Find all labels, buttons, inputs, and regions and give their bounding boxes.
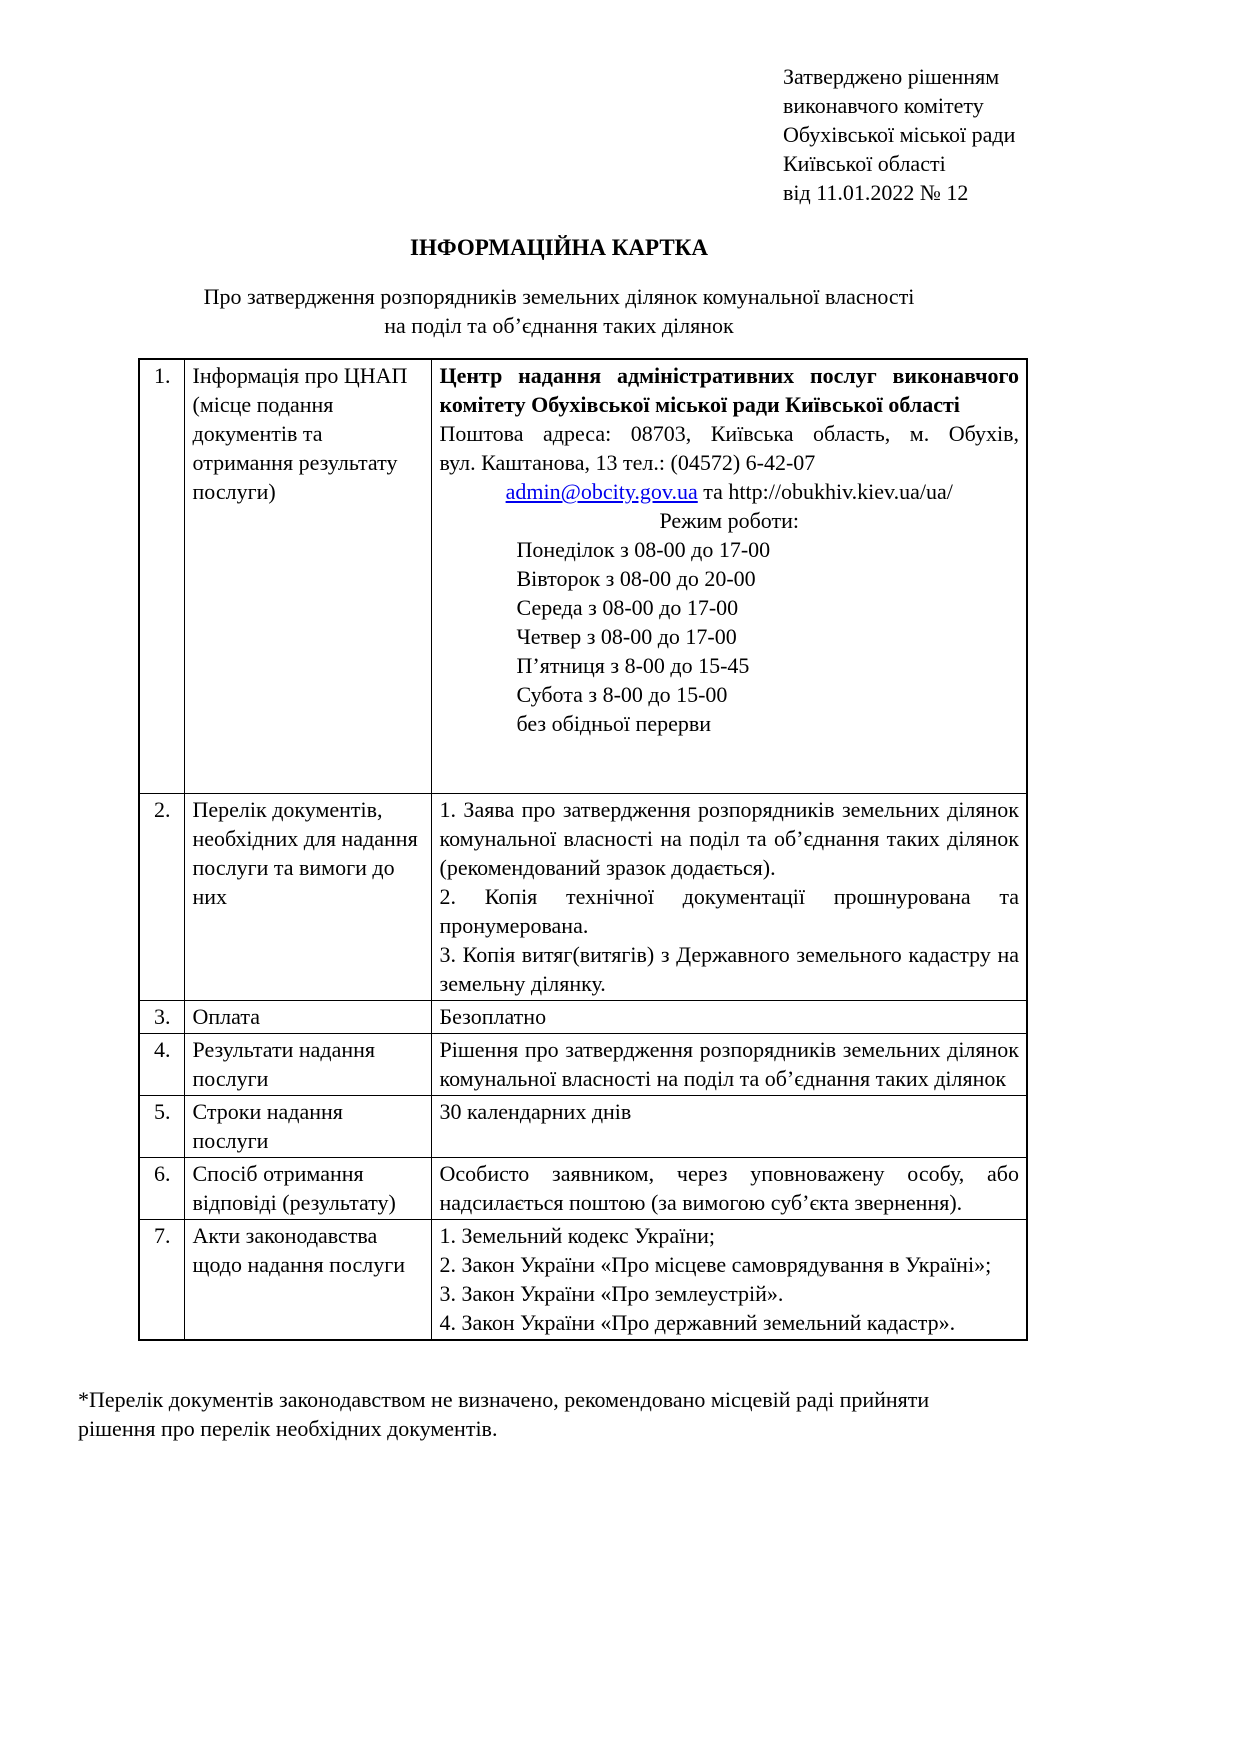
contact-links [440,477,1020,506]
subtitle-line: на поділ та об’єднання таких ділянок [384,313,734,338]
legislation-act: 4. Закон України «Про державний земельний кадастр». [439,1309,956,1335]
row-label: Акти законодавства щодо надання послуги [184,1219,431,1340]
row-number: 5. [139,1095,184,1157]
row-label: Оплата [184,1000,431,1033]
approval-block [783,62,1160,207]
table-row-legislation [139,1219,1027,1340]
approval-line: Затверджено рішенням [783,64,1000,89]
document-item: 1. Заява про затвердження розпорядників земельних ділянок комунальної власності на поділ та об’єднання таких ділянок (рекомендований зразок додається). [439,796,1019,880]
row-number: 1. [139,359,184,793]
document-item: 3. Копія витяг(витягів) з Державного земельного кадастру на земельну ділянку. [439,941,1019,996]
work-mode-title: Режим роботи: [659,508,799,533]
approval-line: Київської області [783,151,946,176]
table-row-response-method [139,1157,1027,1219]
table-row-payment [139,1000,1027,1033]
table-row-documents [139,793,1027,1000]
info-table [138,358,1028,1341]
row-number: 2. [139,793,184,1000]
postal-address: Поштова адреса: 08703, Київська область, м. Обухів, [439,421,1019,446]
approval-line: Обухівської міської ради [783,122,1016,147]
table-row-results [139,1033,1027,1095]
table-row-terms [139,1095,1027,1157]
schedule-line: Субота з 8-00 до 15-00 [516,682,728,707]
row-value: Рішення про затвердження розпорядників земельних ділянок комунальної власності на поділ та об’єднання таких ділянок [431,1033,1027,1095]
row-value: Особисто заявником, через уповноважену особу, або надсилається поштою (за вимогою суб’єкта звернення). [431,1157,1027,1219]
row-value: 30 календарних днів [431,1095,1027,1157]
approval-line: від 11.01.2022 № 12 [783,180,969,205]
approval-line: виконавчого комітету [783,93,984,118]
row-number: 3. [139,1000,184,1033]
schedule-line: без обідньої перерви [516,711,712,736]
row-value [431,359,1027,793]
row-value [431,1219,1027,1340]
row-label: Перелік документів, необхідних для надання послуги та вимоги до них [184,793,431,1000]
document-item: 2. Копія технічної документації прошнурована та пронумерована. [439,883,1019,938]
page-subtitle [78,282,1040,340]
row-label: Строки надання послуги [184,1095,431,1157]
row-value: Безоплатно [431,1000,1027,1033]
legislation-act: 3. Закон України «Про землеустрій». [439,1280,784,1306]
email-link[interactable]: admin@obcity.gov.ua [505,479,698,504]
row-value [431,793,1027,1000]
schedule-line: Середа з 08-00 до 17-00 [516,595,739,620]
row-number: 7. [139,1219,184,1340]
page-title: ІНФОРМАЦІЙНА КАРТКА [410,235,708,260]
footnote: *Перелік документів законодавством не визначено, рекомендовано місцевій раді прийняти рішення про перелік необхідних документів. [78,1386,930,1441]
schedule-line: П’ятниця з 8-00 до 15-45 [516,653,750,678]
row-label: Інформація про ЦНАП (місце подання документів та отримання результату послуги) [184,359,431,793]
row-number: 6. [139,1157,184,1219]
website-text: та http://obukhiv.kiev.ua/ua/ [697,479,953,504]
subtitle-line: Про затвердження розпорядників земельних ділянок комунальної власності [203,284,915,309]
table-row-cnap-info [139,359,1027,793]
schedule-line: Четвер з 08-00 до 17-00 [516,624,737,649]
street-address: вул. Каштанова, 13 тел.: (04572) 6-42-07 [439,450,816,475]
row-label: Результати надання послуги [184,1033,431,1095]
legislation-act: 2. Закон України «Про місцеве самоврядування в Україні»; [439,1251,992,1277]
work-schedule [440,535,1020,738]
schedule-line: Вівторок з 08-00 до 20-00 [516,566,756,591]
schedule-line: Понеділок з 08-00 до 17-00 [516,537,771,562]
legislation-act: 1. Земельний кодекс України; [439,1222,715,1248]
row-number: 4. [139,1033,184,1095]
org-name: Центр надання адміністративних послуг виконавчого комітету Обухівської міської ради Київської області [439,363,1019,417]
row-label: Спосіб отримання відповіді (результату) [184,1157,431,1219]
